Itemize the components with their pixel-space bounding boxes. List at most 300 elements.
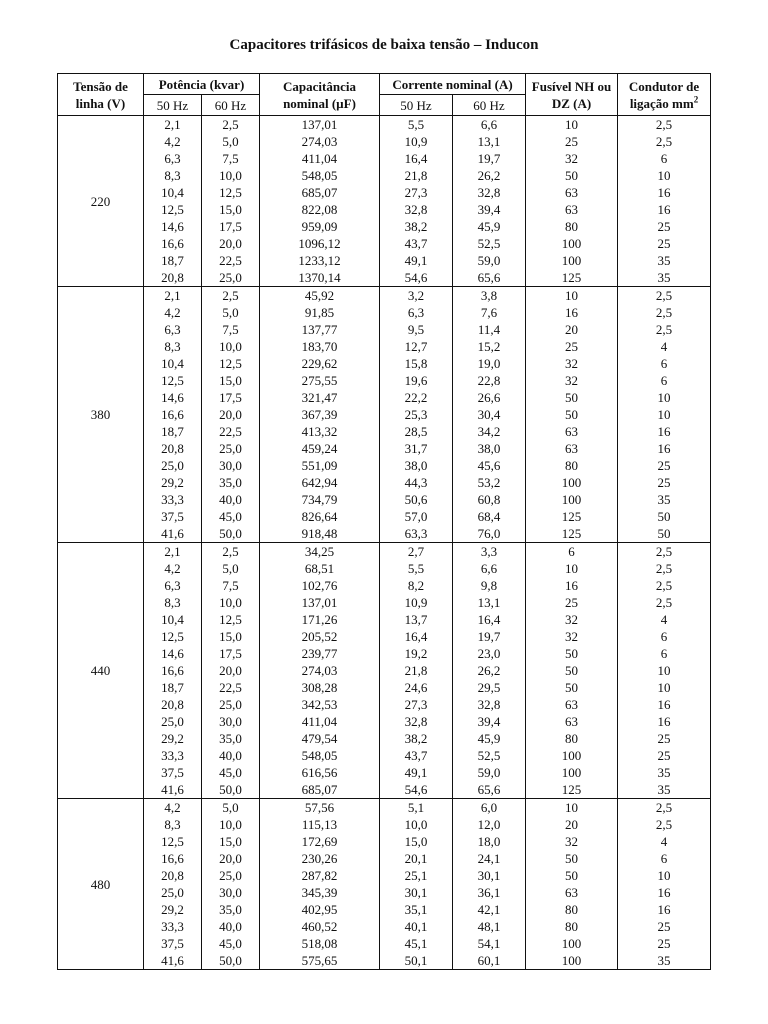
corrente-50hz-cell: 27,3 <box>380 696 453 713</box>
corrente-60hz-cell: 26,2 <box>453 662 526 679</box>
corrente-60hz-cell: 6,0 <box>453 799 526 817</box>
corrente-60hz-cell: 38,0 <box>453 440 526 457</box>
condutor-cell: 35 <box>618 252 711 269</box>
corrente-60hz-cell: 29,5 <box>453 679 526 696</box>
capacitancia-cell: 274,03 <box>260 662 380 679</box>
capacitancia-cell: 551,09 <box>260 457 380 474</box>
table-row <box>58 611 711 628</box>
fusivel-cell: 100 <box>526 252 618 269</box>
potencia-60hz-cell: 15,0 <box>202 201 260 218</box>
potencia-60hz-cell: 17,5 <box>202 389 260 406</box>
potencia-50hz-cell: 20,8 <box>144 440 202 457</box>
condutor-cell: 4 <box>618 338 711 355</box>
potencia-60hz-cell: 40,0 <box>202 918 260 935</box>
potencia-50hz-cell: 20,8 <box>144 867 202 884</box>
condutor-cell: 6 <box>618 355 711 372</box>
capacitancia-cell: 413,32 <box>260 423 380 440</box>
capacitancia-cell: 45,92 <box>260 287 380 305</box>
potencia-60hz-cell: 10,0 <box>202 167 260 184</box>
fusivel-cell: 10 <box>526 560 618 577</box>
capacitancia-cell: 137,01 <box>260 116 380 134</box>
condutor-cell: 10 <box>618 867 711 884</box>
table-row <box>58 372 711 389</box>
table-row <box>58 457 711 474</box>
capacitancia-cell: 172,69 <box>260 833 380 850</box>
table-row <box>58 491 711 508</box>
table-row <box>58 389 711 406</box>
table-row <box>58 508 711 525</box>
potencia-50hz-cell: 41,6 <box>144 781 202 799</box>
potencia-50hz-cell: 18,7 <box>144 679 202 696</box>
condutor-cell: 2,5 <box>618 799 711 817</box>
table-row <box>58 918 711 935</box>
corrente-60hz-cell: 26,2 <box>453 167 526 184</box>
voltage-cell: 480 <box>58 799 144 970</box>
corrente-60hz-cell: 13,1 <box>453 594 526 611</box>
capacitancia-cell: 275,55 <box>260 372 380 389</box>
capacitancia-cell: 1233,12 <box>260 252 380 269</box>
potencia-50hz-cell: 14,6 <box>144 389 202 406</box>
condutor-cell: 35 <box>618 952 711 970</box>
table-row <box>58 645 711 662</box>
capacitancia-cell: 822,08 <box>260 201 380 218</box>
potencia-60hz-cell: 25,0 <box>202 269 260 287</box>
potencia-50hz-cell: 16,6 <box>144 662 202 679</box>
table-row <box>58 833 711 850</box>
condutor-cell: 16 <box>618 713 711 730</box>
table-row <box>58 150 711 167</box>
corrente-50hz-cell: 5,5 <box>380 116 453 134</box>
condutor-cell: 6 <box>618 628 711 645</box>
corrente-50hz-cell: 44,3 <box>380 474 453 491</box>
fusivel-cell: 32 <box>526 355 618 372</box>
corrente-50hz-cell: 21,8 <box>380 167 453 184</box>
condutor-cell: 6 <box>618 372 711 389</box>
table-row <box>58 867 711 884</box>
corrente-60hz-cell: 59,0 <box>453 252 526 269</box>
condutor-cell: 25 <box>618 218 711 235</box>
fusivel-cell: 63 <box>526 184 618 201</box>
corrente-60hz-cell: 76,0 <box>453 525 526 543</box>
condutor-cell: 25 <box>618 918 711 935</box>
capacitancia-cell: 321,47 <box>260 389 380 406</box>
condutor-cell: 16 <box>618 201 711 218</box>
table-row <box>58 355 711 372</box>
fusivel-cell: 80 <box>526 218 618 235</box>
corrente-60hz-cell: 34,2 <box>453 423 526 440</box>
potencia-60hz-cell: 10,0 <box>202 338 260 355</box>
corrente-60hz-cell: 32,8 <box>453 696 526 713</box>
table-row <box>58 935 711 952</box>
corrente-60hz-cell: 23,0 <box>453 645 526 662</box>
potencia-50hz-cell: 41,6 <box>144 525 202 543</box>
capacitancia-cell: 367,39 <box>260 406 380 423</box>
potencia-50hz-cell: 2,1 <box>144 543 202 561</box>
condutor-cell: 10 <box>618 167 711 184</box>
potencia-50hz-cell: 6,3 <box>144 577 202 594</box>
fusivel-cell: 125 <box>526 525 618 543</box>
capacitancia-cell: 287,82 <box>260 867 380 884</box>
table-row <box>58 662 711 679</box>
header-capacitancia: Capacitância nominal (µF) <box>260 74 380 116</box>
potencia-50hz-cell: 14,6 <box>144 645 202 662</box>
corrente-60hz-cell: 42,1 <box>453 901 526 918</box>
potencia-60hz-cell: 2,5 <box>202 287 260 305</box>
potencia-60hz-cell: 25,0 <box>202 867 260 884</box>
potencia-50hz-cell: 14,6 <box>144 218 202 235</box>
potencia-50hz-cell: 8,3 <box>144 167 202 184</box>
potencia-50hz-cell: 6,3 <box>144 321 202 338</box>
fusivel-cell: 100 <box>526 764 618 781</box>
corrente-60hz-cell: 13,1 <box>453 133 526 150</box>
capacitancia-cell: 345,39 <box>260 884 380 901</box>
capacitancia-cell: 548,05 <box>260 747 380 764</box>
capacitancia-cell: 402,95 <box>260 901 380 918</box>
potencia-60hz-cell: 5,0 <box>202 560 260 577</box>
corrente-50hz-cell: 49,1 <box>380 764 453 781</box>
corrente-50hz-cell: 32,8 <box>380 713 453 730</box>
corrente-50hz-cell: 16,4 <box>380 150 453 167</box>
capacitancia-cell: 274,03 <box>260 133 380 150</box>
capacitancia-cell: 342,53 <box>260 696 380 713</box>
potencia-50hz-cell: 4,2 <box>144 799 202 817</box>
fusivel-cell: 100 <box>526 952 618 970</box>
capacitancia-cell: 229,62 <box>260 355 380 372</box>
fusivel-cell: 20 <box>526 321 618 338</box>
condutor-cell: 35 <box>618 491 711 508</box>
potencia-50hz-cell: 29,2 <box>144 901 202 918</box>
corrente-60hz-cell: 15,2 <box>453 338 526 355</box>
corrente-60hz-cell: 65,6 <box>453 781 526 799</box>
potencia-60hz-cell: 20,0 <box>202 406 260 423</box>
corrente-50hz-cell: 16,4 <box>380 628 453 645</box>
capacitancia-cell: 411,04 <box>260 713 380 730</box>
table-row <box>58 269 711 287</box>
corrente-50hz-cell: 31,7 <box>380 440 453 457</box>
condutor-cell: 2,5 <box>618 816 711 833</box>
corrente-60hz-cell: 32,8 <box>453 184 526 201</box>
fusivel-cell: 16 <box>526 304 618 321</box>
corrente-60hz-cell: 48,1 <box>453 918 526 935</box>
fusivel-cell: 50 <box>526 645 618 662</box>
fusivel-cell: 50 <box>526 662 618 679</box>
capacitancia-cell: 183,70 <box>260 338 380 355</box>
corrente-50hz-cell: 49,1 <box>380 252 453 269</box>
potencia-60hz-cell: 30,0 <box>202 457 260 474</box>
corrente-60hz-cell: 19,0 <box>453 355 526 372</box>
potencia-60hz-cell: 7,5 <box>202 150 260 167</box>
potencia-60hz-cell: 20,0 <box>202 235 260 252</box>
potencia-50hz-cell: 29,2 <box>144 730 202 747</box>
corrente-50hz-cell: 38,2 <box>380 218 453 235</box>
potencia-60hz-cell: 50,0 <box>202 952 260 970</box>
corrente-60hz-cell: 60,1 <box>453 952 526 970</box>
table-row <box>58 679 711 696</box>
condutor-cell: 4 <box>618 833 711 850</box>
table-row <box>58 696 711 713</box>
potencia-60hz-cell: 12,5 <box>202 184 260 201</box>
corrente-60hz-cell: 60,8 <box>453 491 526 508</box>
corrente-60hz-cell: 3,8 <box>453 287 526 305</box>
potencia-50hz-cell: 12,5 <box>144 833 202 850</box>
condutor-cell: 2,5 <box>618 543 711 561</box>
corrente-60hz-cell: 30,4 <box>453 406 526 423</box>
table-row <box>58 218 711 235</box>
corrente-50hz-cell: 15,8 <box>380 355 453 372</box>
condutor-cell: 16 <box>618 184 711 201</box>
condutor-cell: 35 <box>618 269 711 287</box>
fusivel-cell: 32 <box>526 628 618 645</box>
table-body <box>58 116 711 970</box>
potencia-60hz-cell: 12,5 <box>202 355 260 372</box>
capacitancia-cell: 239,77 <box>260 645 380 662</box>
corrente-60hz-cell: 45,6 <box>453 457 526 474</box>
condutor-cell: 25 <box>618 935 711 952</box>
fusivel-cell: 32 <box>526 611 618 628</box>
capacitancia-cell: 68,51 <box>260 560 380 577</box>
corrente-50hz-cell: 43,7 <box>380 747 453 764</box>
potencia-60hz-cell: 22,5 <box>202 679 260 696</box>
fusivel-cell: 50 <box>526 850 618 867</box>
potencia-50hz-cell: 29,2 <box>144 474 202 491</box>
condutor-cell: 16 <box>618 696 711 713</box>
capacitancia-cell: 616,56 <box>260 764 380 781</box>
potencia-50hz-cell: 37,5 <box>144 764 202 781</box>
potencia-60hz-cell: 5,0 <box>202 304 260 321</box>
potencia-60hz-cell: 15,0 <box>202 833 260 850</box>
potencia-60hz-cell: 20,0 <box>202 662 260 679</box>
capacitor-table <box>57 73 711 970</box>
potencia-60hz-cell: 45,0 <box>202 508 260 525</box>
potencia-50hz-cell: 12,5 <box>144 372 202 389</box>
corrente-50hz-cell: 28,5 <box>380 423 453 440</box>
condutor-cell: 50 <box>618 508 711 525</box>
corrente-50hz-cell: 19,2 <box>380 645 453 662</box>
corrente-50hz-cell: 24,6 <box>380 679 453 696</box>
potencia-60hz-cell: 10,0 <box>202 816 260 833</box>
capacitancia-cell: 115,13 <box>260 816 380 833</box>
corrente-50hz-cell: 50,1 <box>380 952 453 970</box>
fusivel-cell: 63 <box>526 884 618 901</box>
header-fusivel: Fusível NH ou DZ (A) <box>526 74 618 116</box>
capacitancia-cell: 411,04 <box>260 150 380 167</box>
corrente-60hz-cell: 6,6 <box>453 560 526 577</box>
potencia-60hz-cell: 15,0 <box>202 372 260 389</box>
header-condutor <box>618 74 711 116</box>
potencia-60hz-cell: 2,5 <box>202 116 260 134</box>
capacitancia-cell: 1096,12 <box>260 235 380 252</box>
fusivel-cell: 63 <box>526 713 618 730</box>
table-row <box>58 304 711 321</box>
corrente-60hz-cell: 7,6 <box>453 304 526 321</box>
potencia-50hz-cell: 18,7 <box>144 423 202 440</box>
header-corrente: Corrente nominal (A) <box>380 74 526 95</box>
corrente-50hz-cell: 20,1 <box>380 850 453 867</box>
condutor-cell: 6 <box>618 645 711 662</box>
document-title: Capacitores trifásicos de baixa tensão – Inducon <box>229 37 539 53</box>
corrente-50hz-cell: 40,1 <box>380 918 453 935</box>
table-row <box>58 116 711 134</box>
potencia-50hz-cell: 8,3 <box>144 816 202 833</box>
potencia-60hz-cell: 25,0 <box>202 696 260 713</box>
potencia-50hz-cell: 12,5 <box>144 201 202 218</box>
corrente-50hz-cell: 27,3 <box>380 184 453 201</box>
potencia-50hz-cell: 33,3 <box>144 918 202 935</box>
corrente-50hz-cell: 5,5 <box>380 560 453 577</box>
condutor-cell: 2,5 <box>618 594 711 611</box>
condutor-cell: 25 <box>618 474 711 491</box>
potencia-50hz-cell: 16,6 <box>144 406 202 423</box>
corrente-50hz-cell: 15,0 <box>380 833 453 850</box>
condutor-cell: 10 <box>618 406 711 423</box>
corrente-60hz-cell: 45,9 <box>453 730 526 747</box>
corrente-60hz-cell: 39,4 <box>453 713 526 730</box>
header-corrente-60hz: 60 Hz <box>453 95 526 116</box>
corrente-50hz-cell: 45,1 <box>380 935 453 952</box>
potencia-60hz-cell: 17,5 <box>202 218 260 235</box>
capacitancia-cell: 918,48 <box>260 525 380 543</box>
potencia-50hz-cell: 12,5 <box>144 628 202 645</box>
capacitancia-cell: 642,94 <box>260 474 380 491</box>
fusivel-cell: 16 <box>526 577 618 594</box>
potencia-60hz-cell: 40,0 <box>202 747 260 764</box>
potencia-60hz-cell: 15,0 <box>202 628 260 645</box>
table-row <box>58 338 711 355</box>
fusivel-cell: 25 <box>526 133 618 150</box>
header-potencia-50hz: 50 Hz <box>144 95 202 116</box>
potencia-50hz-cell: 20,8 <box>144 696 202 713</box>
corrente-50hz-cell: 10,9 <box>380 594 453 611</box>
potencia-60hz-cell: 17,5 <box>202 645 260 662</box>
corrente-50hz-cell: 22,2 <box>380 389 453 406</box>
fusivel-cell: 63 <box>526 440 618 457</box>
potencia-50hz-cell: 4,2 <box>144 560 202 577</box>
condutor-cell: 2,5 <box>618 304 711 321</box>
table-row <box>58 747 711 764</box>
potencia-50hz-cell: 37,5 <box>144 508 202 525</box>
condutor-cell: 6 <box>618 850 711 867</box>
corrente-50hz-cell: 21,8 <box>380 662 453 679</box>
capacitancia-cell: 171,26 <box>260 611 380 628</box>
corrente-50hz-cell: 38,0 <box>380 457 453 474</box>
condutor-cell: 10 <box>618 389 711 406</box>
potencia-50hz-cell: 16,6 <box>144 235 202 252</box>
table-row <box>58 184 711 201</box>
potencia-60hz-cell: 5,0 <box>202 799 260 817</box>
corrente-50hz-cell: 5,1 <box>380 799 453 817</box>
condutor-cell: 2,5 <box>618 287 711 305</box>
fusivel-cell: 125 <box>526 781 618 799</box>
table-row <box>58 730 711 747</box>
corrente-60hz-cell: 24,1 <box>453 850 526 867</box>
fusivel-cell: 25 <box>526 594 618 611</box>
potencia-50hz-cell: 4,2 <box>144 304 202 321</box>
corrente-50hz-cell: 57,0 <box>380 508 453 525</box>
potencia-50hz-cell: 10,4 <box>144 355 202 372</box>
fusivel-cell: 80 <box>526 730 618 747</box>
capacitancia-cell: 137,01 <box>260 594 380 611</box>
corrente-60hz-cell: 59,0 <box>453 764 526 781</box>
potencia-50hz-cell: 20,8 <box>144 269 202 287</box>
potencia-50hz-cell: 6,3 <box>144 150 202 167</box>
potencia-50hz-cell: 2,1 <box>144 116 202 134</box>
capacitancia-cell: 205,52 <box>260 628 380 645</box>
corrente-60hz-cell: 16,4 <box>453 611 526 628</box>
corrente-60hz-cell: 52,5 <box>453 235 526 252</box>
table-row <box>58 252 711 269</box>
condutor-cell: 10 <box>618 679 711 696</box>
header-condutor-label: Condutor de ligação mm <box>628 78 700 111</box>
fusivel-cell: 125 <box>526 508 618 525</box>
table-row <box>58 952 711 970</box>
corrente-50hz-cell: 10,9 <box>380 133 453 150</box>
corrente-50hz-cell: 63,3 <box>380 525 453 543</box>
capacitancia-cell: 826,64 <box>260 508 380 525</box>
corrente-60hz-cell: 26,6 <box>453 389 526 406</box>
fusivel-cell: 100 <box>526 474 618 491</box>
fusivel-cell: 50 <box>526 167 618 184</box>
corrente-50hz-cell: 43,7 <box>380 235 453 252</box>
table-row <box>58 287 711 305</box>
potencia-60hz-cell: 7,5 <box>202 577 260 594</box>
potencia-60hz-cell: 30,0 <box>202 884 260 901</box>
corrente-50hz-cell: 3,2 <box>380 287 453 305</box>
condutor-cell: 2,5 <box>618 116 711 134</box>
voltage-cell: 440 <box>58 543 144 799</box>
potencia-60hz-cell: 35,0 <box>202 730 260 747</box>
corrente-50hz-cell: 6,3 <box>380 304 453 321</box>
fusivel-cell: 25 <box>526 338 618 355</box>
capacitancia-cell: 34,25 <box>260 543 380 561</box>
potencia-50hz-cell: 33,3 <box>144 747 202 764</box>
corrente-60hz-cell: 6,6 <box>453 116 526 134</box>
table-row <box>58 474 711 491</box>
corrente-60hz-cell: 30,1 <box>453 867 526 884</box>
capacitancia-cell: 575,65 <box>260 952 380 970</box>
corrente-60hz-cell: 54,1 <box>453 935 526 952</box>
condutor-cell: 25 <box>618 235 711 252</box>
header-potencia-60hz: 60 Hz <box>202 95 260 116</box>
potencia-60hz-cell: 2,5 <box>202 543 260 561</box>
potencia-60hz-cell: 10,0 <box>202 594 260 611</box>
potencia-50hz-cell: 4,2 <box>144 133 202 150</box>
fusivel-cell: 50 <box>526 867 618 884</box>
table-row <box>58 440 711 457</box>
header-condutor-sup: 2 <box>693 94 699 105</box>
potencia-50hz-cell: 25,0 <box>144 457 202 474</box>
capacitancia-cell: 57,56 <box>260 799 380 817</box>
table-row <box>58 525 711 543</box>
fusivel-cell: 100 <box>526 235 618 252</box>
corrente-50hz-cell: 13,7 <box>380 611 453 628</box>
capacitancia-cell: 102,76 <box>260 577 380 594</box>
condutor-cell: 25 <box>618 747 711 764</box>
potencia-50hz-cell: 10,4 <box>144 184 202 201</box>
potencia-50hz-cell: 10,4 <box>144 611 202 628</box>
condutor-cell: 25 <box>618 730 711 747</box>
capacitancia-cell: 959,09 <box>260 218 380 235</box>
fusivel-cell: 32 <box>526 833 618 850</box>
potencia-60hz-cell: 12,5 <box>202 611 260 628</box>
condutor-cell: 4 <box>618 611 711 628</box>
capacitancia-cell: 91,85 <box>260 304 380 321</box>
capacitancia-cell: 460,52 <box>260 918 380 935</box>
corrente-50hz-cell: 12,7 <box>380 338 453 355</box>
corrente-50hz-cell: 54,6 <box>380 269 453 287</box>
fusivel-cell: 10 <box>526 287 618 305</box>
table-row <box>58 406 711 423</box>
potencia-60hz-cell: 50,0 <box>202 781 260 799</box>
